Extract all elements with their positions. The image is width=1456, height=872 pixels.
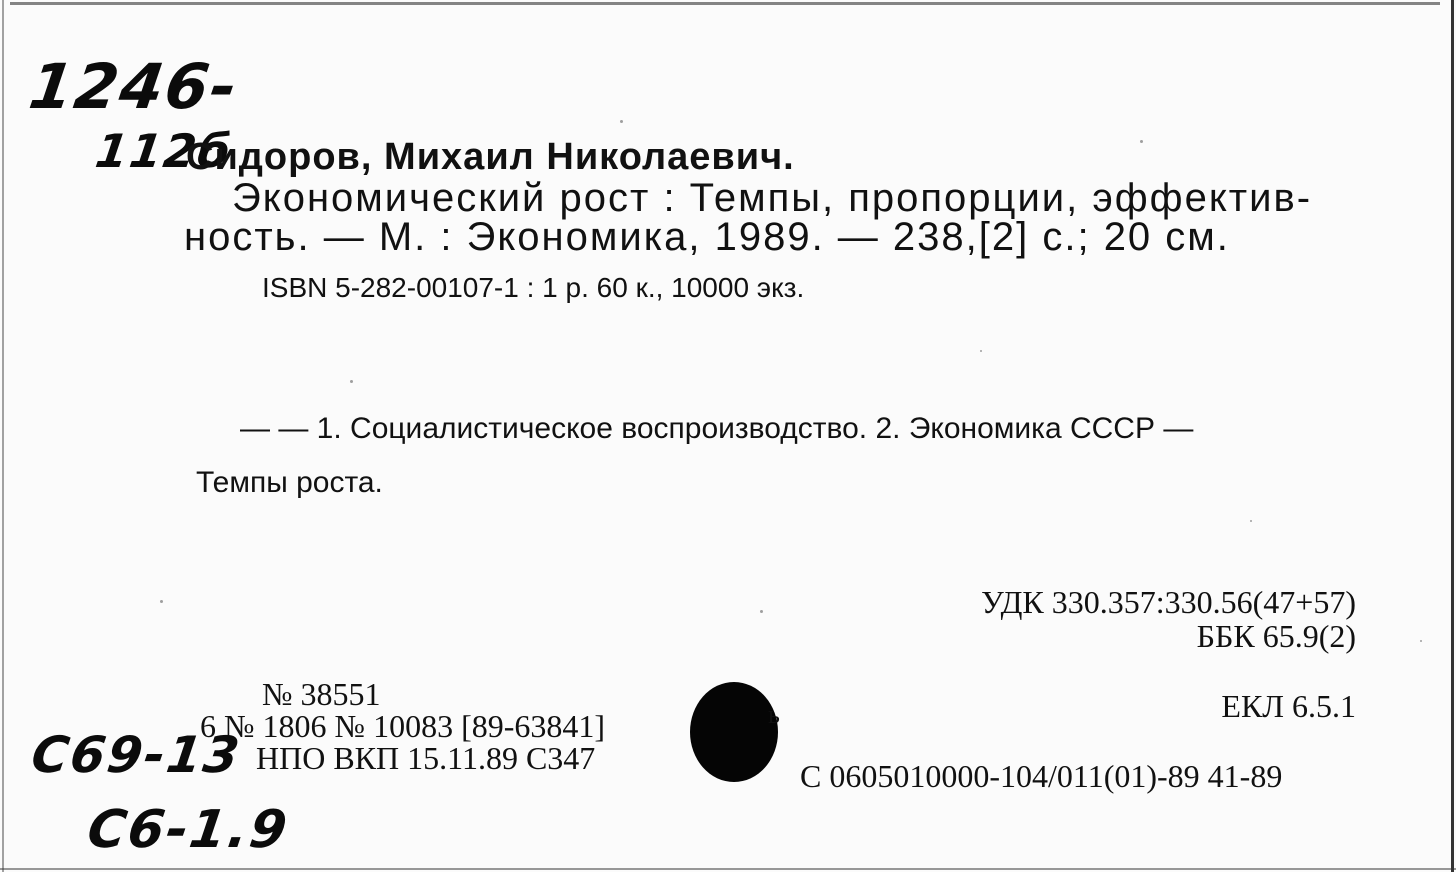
card-number: № 38551 bbox=[262, 676, 381, 712]
card-edge-right bbox=[1451, 0, 1454, 872]
ink-blot bbox=[690, 682, 778, 782]
udk-classification: УДК 330.357:330.56(47+57) bbox=[981, 584, 1356, 620]
title-line-2: ность. — М. : Экономика, 1989. — 238,[2] с.; 20 см. bbox=[184, 215, 1230, 259]
speck bbox=[350, 380, 353, 383]
ekl-classification: ЕКЛ 6.5.1 bbox=[1221, 688, 1356, 724]
order-number-line: 6 № 1806 № 10083 [89-63841] bbox=[200, 708, 606, 744]
publisher-line: НПО ВКП 15.11.89 С347 bbox=[256, 740, 596, 776]
card-edge-left bbox=[2, 0, 4, 872]
subjects-line-1: — — 1. Социалистическое воспроизводство. 2. Экономика СССР — bbox=[240, 412, 1194, 445]
title-line-1: Экономический рост : Темпы, пропорции, эффектив- bbox=[232, 176, 1313, 220]
speck bbox=[1140, 140, 1143, 143]
speck bbox=[980, 350, 982, 352]
print-code: С 0605010000-104/011(01)-89 41-89 bbox=[800, 758, 1283, 794]
speck bbox=[620, 120, 623, 123]
card-edge-bottom bbox=[0, 868, 1456, 870]
speck bbox=[1250, 520, 1252, 522]
speck bbox=[160, 600, 163, 603]
bbk-classification: ББК 65.9(2) bbox=[1196, 618, 1356, 654]
subjects-line-2: Темпы роста. bbox=[196, 466, 383, 499]
speck bbox=[1420, 640, 1422, 642]
handwritten-shelfmark-2: 112б bbox=[92, 124, 236, 178]
handwritten-note-1: С69-13 bbox=[27, 726, 245, 784]
author-heading: Сидоров, Михаил Николаевич. bbox=[186, 136, 795, 178]
handwritten-shelfmark: 1246- bbox=[24, 50, 244, 123]
card-edge-top bbox=[10, 2, 1440, 5]
blot-tail-char: ь bbox=[768, 700, 780, 729]
handwritten-note-2: С6-1.9 bbox=[83, 800, 293, 860]
speck bbox=[760, 610, 763, 613]
isbn-line: ISBN 5-282-00107-1 : 1 р. 60 к., 10000 экз. bbox=[262, 272, 805, 303]
